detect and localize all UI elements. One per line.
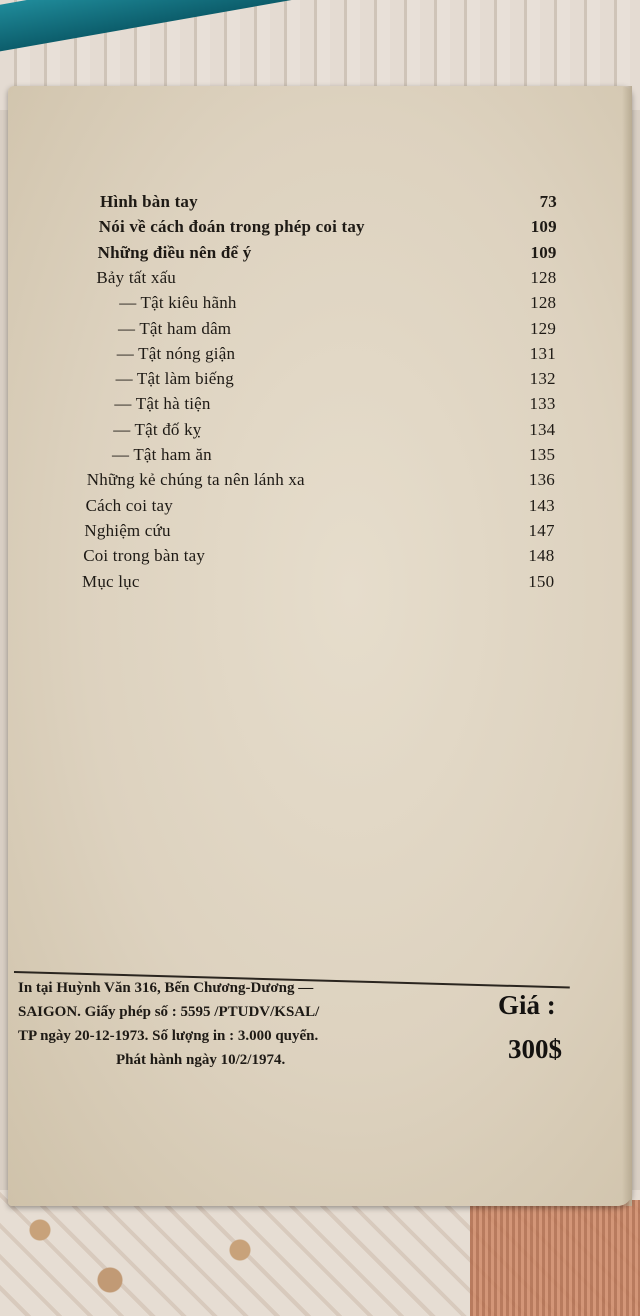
toc-entry bbox=[8, 319, 632, 345]
toc-entry-title: Hình bàn tay bbox=[100, 192, 198, 211]
toc-entry-page: 136 bbox=[528, 470, 556, 490]
toc-entry bbox=[8, 217, 632, 243]
toc-entry bbox=[8, 470, 632, 496]
price-value: 300$ bbox=[508, 1034, 562, 1064]
toc-entry-title: — Tật làm biếng bbox=[115, 369, 234, 389]
toc-entry-title: Cách coi tay bbox=[85, 495, 173, 515]
toc-entry bbox=[8, 420, 632, 446]
toc-entry-title: Coi trong bàn tay bbox=[83, 546, 206, 566]
toc-entry-page: 129 bbox=[529, 318, 557, 338]
toc-entry bbox=[8, 268, 632, 294]
toc-entry-page: 143 bbox=[528, 495, 555, 515]
imprint-line-1: In tại Huỳnh Văn 316, Bến Chương-Dương — bbox=[18, 980, 314, 996]
toc-entry-page: 148 bbox=[528, 546, 555, 566]
toc-entry-title: — Tật kiêu hãnh bbox=[119, 293, 237, 313]
toc-entry bbox=[8, 243, 632, 269]
toc-entry-title: Những kẻ chúng ta nên lánh xa bbox=[86, 470, 305, 490]
striped-fabric bbox=[470, 1200, 640, 1316]
toc-entry-page: 73 bbox=[539, 192, 557, 211]
toc-entry-page: 135 bbox=[529, 445, 556, 464]
toc-entry-page: 128 bbox=[530, 293, 557, 313]
toc-entry-page: 147 bbox=[528, 520, 555, 540]
toc-entry-page: 150 bbox=[528, 571, 555, 591]
toc-entry-page: 134 bbox=[529, 419, 556, 439]
toc-entry-title: Nói về cách đoán trong phép coi tay bbox=[98, 217, 365, 237]
toc-entry-title: — Tật nóng giận bbox=[116, 343, 236, 363]
toc-entry bbox=[8, 572, 632, 598]
toc-entry bbox=[8, 496, 632, 522]
toc-entry-page: 132 bbox=[529, 369, 556, 389]
toc-entry bbox=[8, 369, 632, 395]
price-label: Giá : bbox=[498, 990, 556, 1020]
toc-entry bbox=[8, 394, 632, 420]
imprint-line-4: Phát hành ngày 10/2/1974. bbox=[116, 1052, 286, 1068]
toc-entry-page: 109 bbox=[530, 217, 557, 237]
imprint-line-2: SAIGON. Giấy phép số : 5595 /PTUDV/KSAL/ bbox=[18, 1004, 320, 1020]
toc-entry-title: Những điều nên để ý bbox=[97, 242, 252, 262]
imprint-line-3: TP ngày 20-12-1973. Số lượng in : 3.000 quyển. bbox=[18, 1028, 319, 1044]
toc-entry-title: Mục lục bbox=[82, 571, 140, 591]
toc-entry bbox=[8, 293, 632, 319]
toc-entry-page: 133 bbox=[529, 394, 556, 414]
toc-entry-title: — Tật ham ăn bbox=[112, 445, 212, 464]
book-page bbox=[8, 86, 632, 1206]
toc-entry-title: — Tật hà tiện bbox=[114, 394, 211, 414]
toc-entry bbox=[8, 445, 632, 471]
toc-entry bbox=[8, 546, 632, 572]
toc-entry bbox=[8, 344, 632, 370]
toc-entry-page: 128 bbox=[530, 267, 557, 287]
toc-entry bbox=[8, 521, 632, 547]
toc-entry-title: — Tật ham dâm bbox=[118, 318, 232, 338]
toc-entry-title: Nghiệm cứu bbox=[84, 520, 171, 540]
toc-entry-page: 131 bbox=[529, 343, 556, 363]
toc-entry-title: — Tật đố kỵ bbox=[113, 419, 202, 439]
toc-entry bbox=[8, 192, 632, 218]
toc-entry-page: 109 bbox=[530, 242, 557, 262]
toc-entry-title: Bảy tất xấu bbox=[96, 267, 177, 287]
